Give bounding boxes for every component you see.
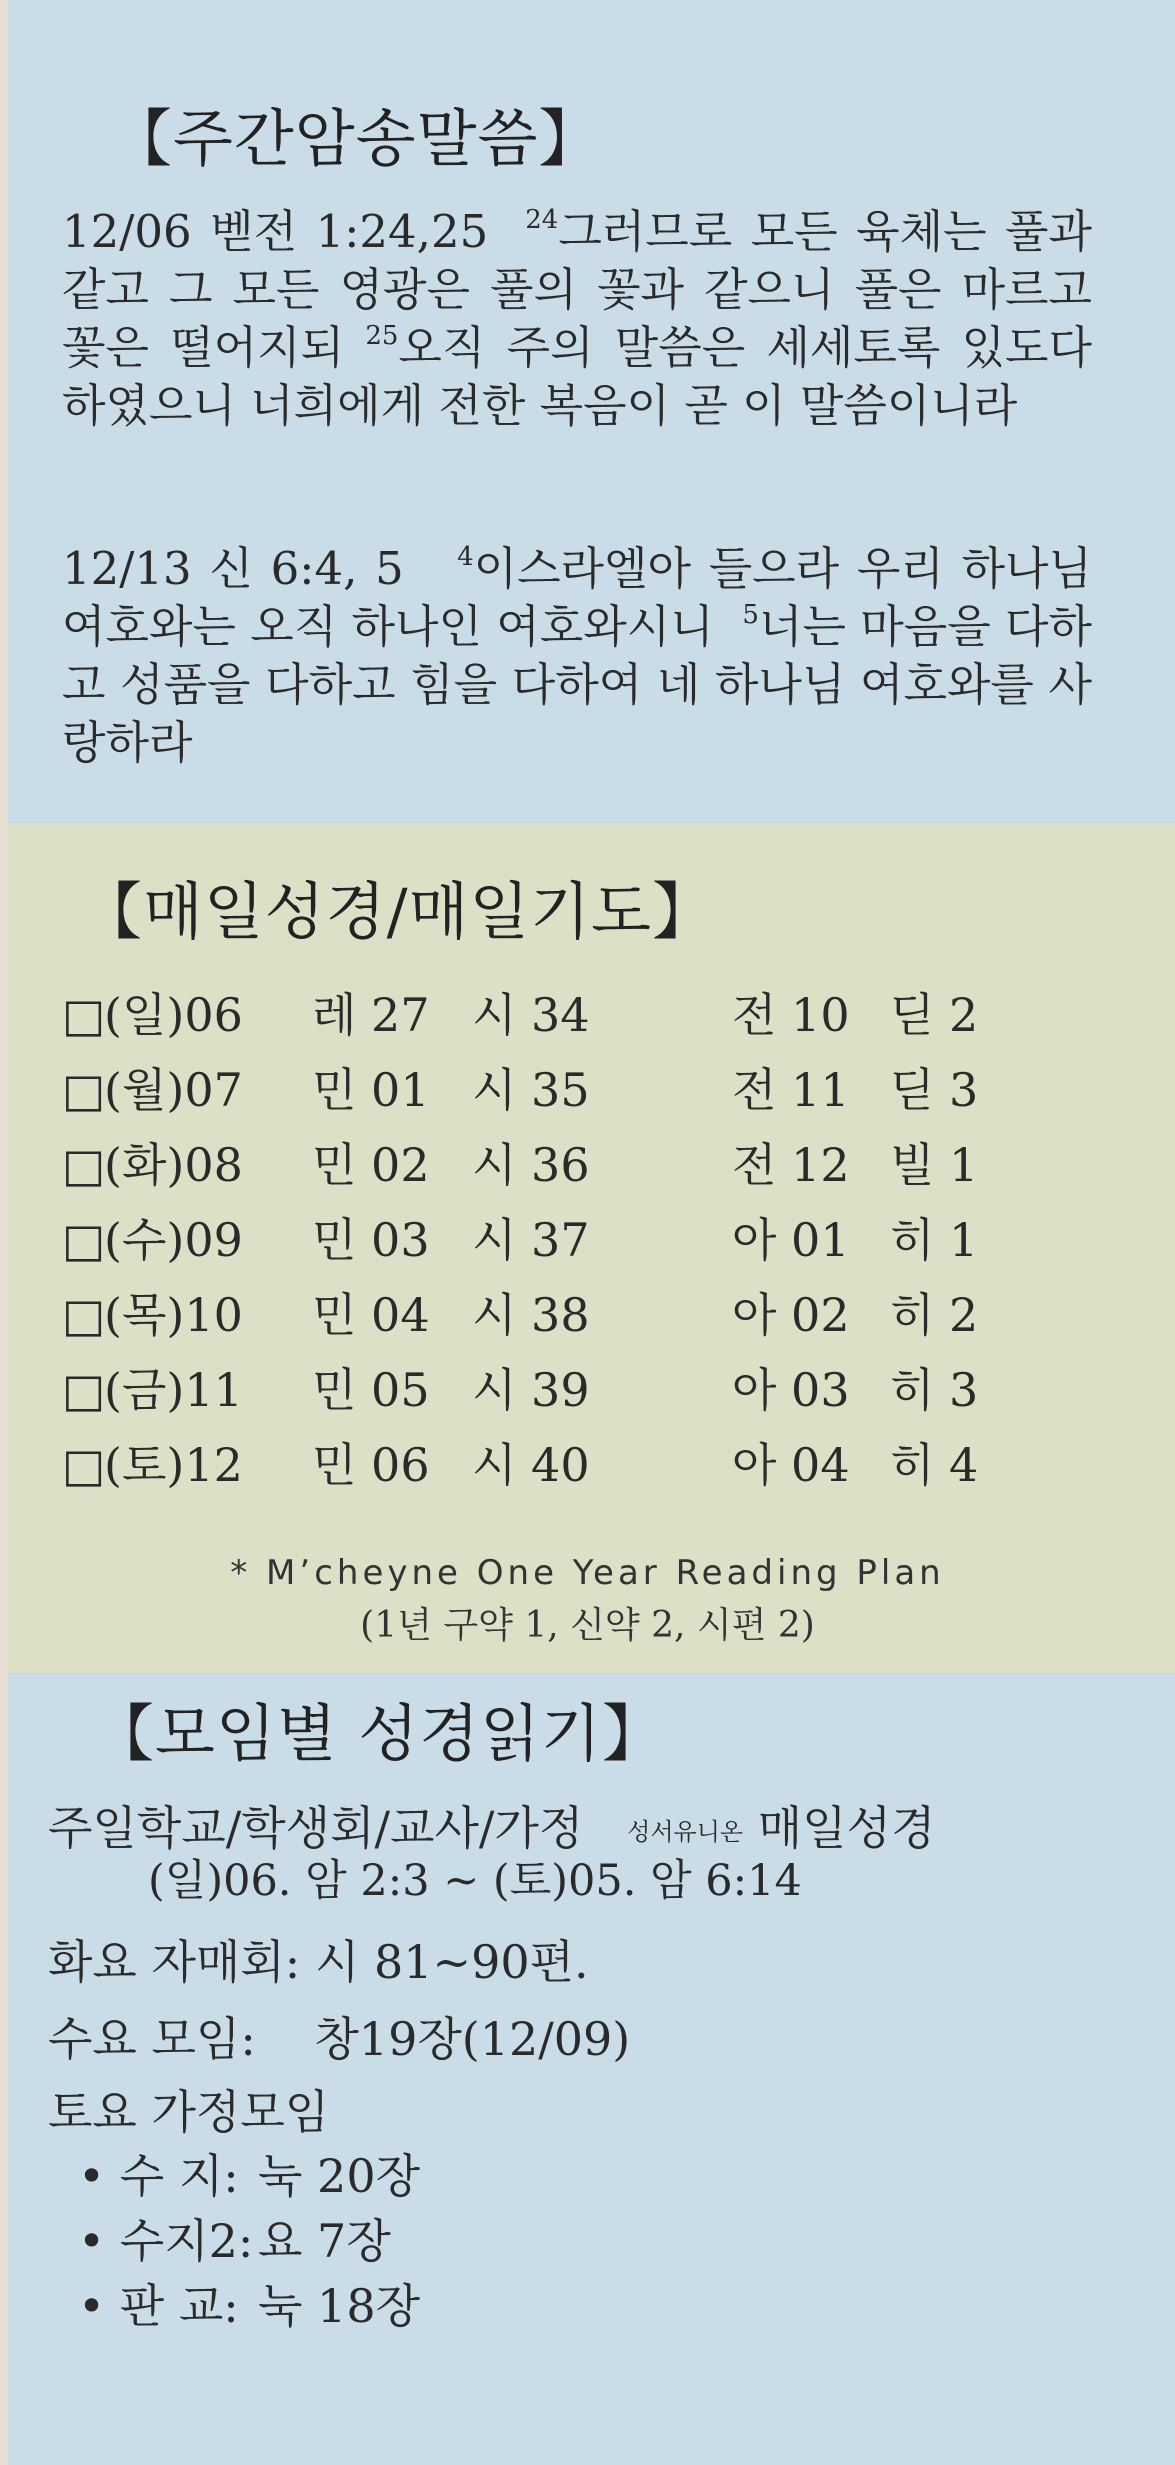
- reading-ref: 민 04: [312, 1288, 430, 1342]
- reading-row: [62, 1210, 1062, 1270]
- paper-edge: [0, 0, 8, 2465]
- reading-ref: 히 1: [890, 1213, 979, 1267]
- sunday-school-label: 주일학교/학생회/교사/가정: [48, 1801, 584, 1855]
- verse-number: 5: [742, 600, 759, 630]
- reading-ref: 시 38: [472, 1288, 590, 1342]
- verse-number: 4: [457, 542, 474, 572]
- reading-ref: 시 39: [472, 1363, 590, 1417]
- tuesday-label: 화요 자매회:: [48, 1935, 301, 1989]
- verse-number: 25: [365, 321, 399, 351]
- checkbox[interactable]: □: [62, 1438, 106, 1492]
- reading-ref: 민 02: [312, 1138, 430, 1192]
- group-value: 눅 18장: [258, 2279, 421, 2333]
- group-value: 요 7장: [258, 2214, 391, 2268]
- checkbox[interactable]: □: [62, 1213, 106, 1267]
- tuesday-line: [48, 1934, 589, 1990]
- verse-text: 너는 마음을 다하고 성품을 다하고 힘을 다하여 네 하나님 여호와를 사랑하라: [62, 600, 1092, 769]
- reading-ref: 전 11: [732, 1063, 850, 1117]
- saturday-item: [78, 2213, 391, 2269]
- checkbox[interactable]: □: [62, 1138, 106, 1192]
- wednesday-label: 수요 모임:: [48, 2012, 256, 2066]
- reading-ref: 딛 3: [890, 1063, 979, 1117]
- reading-row: [62, 1285, 1062, 1345]
- reading-day: (토)12: [104, 1438, 243, 1492]
- daily-bible-heading: 【매일성경/매일기도】: [80, 875, 716, 948]
- publisher-label: 성서유니온: [627, 1818, 744, 1846]
- checkbox[interactable]: □: [62, 988, 106, 1042]
- reading-ref: 아 01: [732, 1213, 850, 1267]
- reading-ref: 전 10: [732, 988, 850, 1042]
- reading-day: (금)11: [104, 1363, 243, 1417]
- reading-row: [62, 1360, 1062, 1420]
- reading-plan-detail: (1년 구약 1, 신약 2, 시편 2): [360, 1605, 815, 1646]
- reading-ref: 민 05: [312, 1363, 430, 1417]
- reading-ref: 민 06: [312, 1438, 430, 1492]
- memory-verse-1: [62, 203, 1092, 435]
- reading-ref: 민 03: [312, 1213, 430, 1267]
- reading-ref: 시 37: [472, 1213, 590, 1267]
- reading-ref: 시 35: [472, 1063, 590, 1117]
- verse-number: 24: [525, 205, 559, 235]
- reading-ref: 민 01: [312, 1063, 430, 1117]
- reading-day: (월)07: [104, 1063, 243, 1117]
- group-value: 눅 20장: [258, 2149, 421, 2203]
- saturday-item: [78, 2148, 420, 2204]
- memory-verse-2: [62, 540, 1092, 772]
- verse-text: 이스라엘아 들으라 우리 하나님 여호와는 오직 하나인 여호와시니: [62, 542, 1092, 653]
- saturday-item: [78, 2278, 420, 2334]
- reading-row: [62, 1135, 1062, 1195]
- reading-ref: 아 04: [732, 1438, 850, 1492]
- group-name: • 수 지:: [78, 2149, 239, 2203]
- verse-date-ref: 12/06 벧전 1:24,25: [62, 205, 489, 258]
- wednesday-value: 창19장(12/09): [314, 2012, 631, 2066]
- reading-ref: 빌 1: [890, 1138, 979, 1192]
- verse-text: 오직 주의 말씀은 세세토록 있도다 하였으니 너희에게 전한 복음이 곧 이 말씀이니라: [62, 321, 1092, 432]
- reading-row: [62, 1060, 1062, 1120]
- group-reading-heading: 【모임별 성경읽기】: [92, 1697, 665, 1770]
- reading-ref: 히 4: [890, 1438, 979, 1492]
- tuesday-value: 시 81~90편.: [314, 1935, 589, 1989]
- reading-ref: 딛 2: [890, 988, 979, 1042]
- wednesday-line: [48, 2011, 630, 2067]
- reading-plan-note: * M’cheyne One Year Reading Plan: [230, 1553, 945, 1593]
- group-reading-section: [8, 1673, 1175, 2465]
- reading-ref: 아 03: [732, 1363, 850, 1417]
- reading-day: (일)06: [104, 988, 243, 1042]
- saturday-label: 토요 가정모임: [48, 2085, 330, 2139]
- reading-ref: 시 36: [472, 1138, 590, 1192]
- sunday-school-line: [48, 1800, 935, 1860]
- reading-day: (화)08: [104, 1138, 243, 1192]
- reading-ref: 시 40: [472, 1438, 590, 1492]
- reading-ref: 히 3: [890, 1363, 979, 1417]
- reading-row: [62, 1435, 1062, 1495]
- reading-day: (수)09: [104, 1213, 243, 1267]
- devotional-name: 매일성경: [757, 1801, 936, 1855]
- checkbox[interactable]: □: [62, 1363, 106, 1417]
- reading-ref: 레 27: [312, 988, 430, 1042]
- checkbox[interactable]: □: [62, 1288, 106, 1342]
- verse-text: 그러므로 모든 육체는 풀과 같고 그 모든 영광은 풀의 꽃과 같으니 풀은 마르고 꽃은 떨어지되: [62, 205, 1092, 374]
- checkbox[interactable]: □: [62, 1063, 106, 1117]
- reading-row: [62, 985, 1062, 1045]
- group-name: • 판 교:: [78, 2279, 239, 2333]
- group-name: • 수지2:: [78, 2214, 254, 2268]
- reading-ref: 시 34: [472, 988, 590, 1042]
- reading-ref: 아 02: [732, 1288, 850, 1342]
- sunday-school-range: (일)06. 암 2:3 ~ (토)05. 암 6:14: [148, 1856, 802, 1906]
- memory-verse-heading: 【주간암송말씀】: [110, 102, 602, 175]
- reading-ref: 히 2: [890, 1288, 979, 1342]
- reading-day: (목)10: [104, 1288, 243, 1342]
- reading-ref: 전 12: [732, 1138, 850, 1192]
- verse-date-ref: 12/13 신 6:4, 5: [62, 542, 404, 595]
